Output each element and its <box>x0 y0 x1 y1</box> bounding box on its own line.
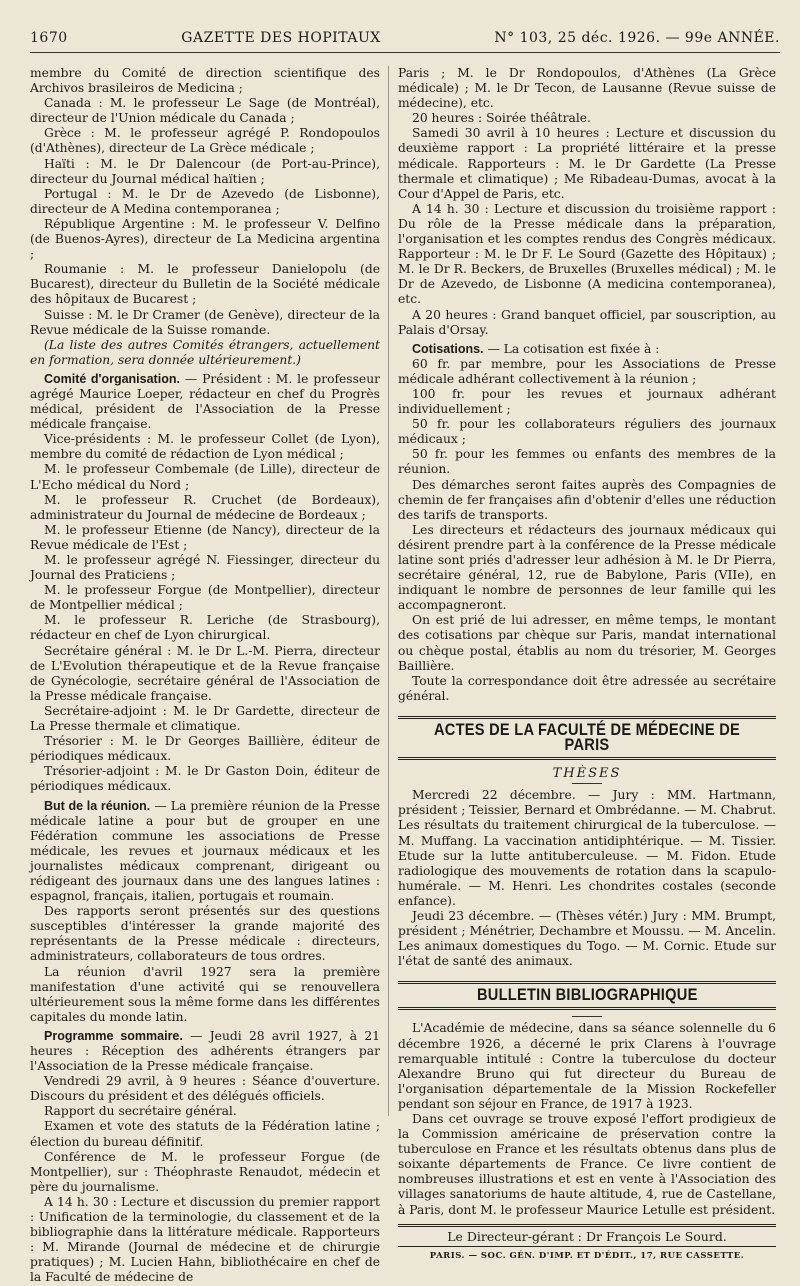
biblio-heading: BULLETIN BIBLIOGRAPHIQUE <box>476 985 698 1005</box>
page-header <box>30 26 780 50</box>
paragraph: Trésorier-adjoint : M. le Dr Gaston Doin, éditeur de périodiques médicaux. <box>30 764 380 794</box>
paragraph: Paris ; M. le Dr Rondopoulos, d'Athènes (La Grèce médicale) ; M. le Dr Tecon, de Lausanne (Revue suisse de médecine), etc. <box>398 66 776 111</box>
paragraph: Des rapports seront présentés sur des questions susceptibles d'intéresser la grande majorité des représentants de la Presse médicale : directeurs, administrateurs, collaborateurs de tous ordres. <box>30 904 380 964</box>
paragraph: Mercredi 22 décembre. — Jury : MM. Hartmann, président ; Teissier, Bernard et Ombrédanne. — M. Chabrut. Les résultats du traitement chirurgical de la tuberculose. — M. Muffang. La vaccination antidiphtérique. — M. Tissier. Etude sur la lutte antituberculeuse. — M. Fidon. Etude radiologique des mouvements de rotation dans la scapulo-humérale. — M. Henri. Les chondrites costales (seconde enfance). <box>398 788 776 908</box>
paragraph: M. le professeur Combemale (de Lille), directeur de L'Echo médical du Nord ; <box>30 462 380 492</box>
paragraph: Jeudi 23 décembre. — (Thèses vétér.) Jury : MM. Brumpt, président ; Ménétrier, Dechambre et Moussu. — M. Ancelin. Les animaux domestiques du Togo. — M. Cornic. Etude sur l'état de santé des animaux. <box>398 908 776 969</box>
paragraph: Rapport du secrétaire général. <box>44 1104 237 1119</box>
paragraph: (La liste des autres Comités étrangers, actuellement en formation, sera donnée ultérieurement.) <box>30 337 380 367</box>
paragraph: M. le professeur R. Cruchet (de Bordeaux), administrateur du Journal de médecine de Bordeaux ; <box>30 492 380 522</box>
paragraph: A 14 h. 30 : Lecture et discussion du troisième rapport : Du rôle de la Presse médicale dans la préparation, l'organisation et les comptes rendus des Congrès médicaux. Rapporteur : M. le Dr F. Le Sourd (Gazette des Hôpitaux) ; M. le Dr R. Beckers, de Bruxelles (Bruxelles médical) ; M. le Dr de Azevedo, de Lisbonne (A medicina contemporanea), etc. <box>398 201 776 307</box>
section-lead: Cotisations. <box>412 341 484 356</box>
paragraph: Haïti : M. le Dr Dalencour (de Port-au-Prince), directeur du Journal médical haïtien ; <box>30 156 380 186</box>
header-rule <box>30 52 780 53</box>
divider <box>572 783 602 784</box>
paragraph: 60 fr. par membre, pour les Associations de Presse médicale adhérant collectivement à la réunion ; <box>398 356 776 386</box>
divider <box>572 1016 602 1017</box>
paragraph: Roumanie : M. le professeur Danielopolu (de Bucarest), directeur du Bulletin de la Société médicale des hôpitaux de Bucarest ; <box>30 262 380 307</box>
section-lead: But de la réunion. <box>44 798 151 813</box>
paragraph: M. le professeur Etienne (de Nancy), directeur de la Revue médicale de l'Est ; <box>30 522 380 552</box>
paragraph: 20 heures : Soirée théâtrale. <box>412 111 591 126</box>
section-comite: Comité d'organisation. — Président : M. le professeur agrégé Maurice Loeper, rédacteur en chef du Progrès médical, président de l'Association de la Presse médicale française. <box>30 371 380 432</box>
journal-title: GAZETTE DES HOPITAUX <box>181 30 381 46</box>
paragraph: Canada : M. le professeur Le Sage (de Montréal), directeur de l'Union médicale du Canada ; <box>30 96 380 126</box>
paragraph: 50 fr. pour les collaborateurs réguliers des journaux médicaux ; <box>398 417 776 447</box>
section-programme: Programme sommaire. — Jeudi 28 avril 1927, à 21 heures : Réception des adhérents étrangers par l'Association de la Presse médicale française. <box>30 1028 380 1074</box>
paragraph: M. le professeur agrégé N. Fiessinger, directeur du Journal des Praticiens ; <box>30 553 380 583</box>
right-column <box>398 66 776 1264</box>
paragraph: On est prié de lui adresser, en même temps, le montant des cotisations par chèque sur Paris, mandat international ou chèque postal, établis au nom du trésorier, M. Georges Baillière. <box>398 613 776 673</box>
paragraph: M. le professeur R. Leriche (de Strasbourg), rédacteur en chef de Lyon chirurgical. <box>30 613 380 643</box>
biblio-heading-box <box>398 981 776 1010</box>
theses-heading: THÈSES <box>552 766 622 782</box>
paragraph: A 14 h. 30 : Lecture et discussion du premier rapport : Unification de la terminologie, du classement et de la bibliographie dans la littérature médicale. Rapporteurs : M. Mirande (Journal de médecine et de chirurgie pratiques) ; M. Lucien Hahn, bibliothécaire en chef de la Faculté de médecine de <box>30 1194 380 1285</box>
paragraph: Secrétaire-adjoint : M. le Dr Gardette, directeur de La Presse thermale et climatique. <box>30 703 380 734</box>
column-divider <box>388 66 389 1116</box>
paragraph: L'Académie de médecine, dans sa séance solennelle du 6 décembre 1926, a décerné le prix Clarens à l'ouvrage remarquable intitulé : Contre la tuberculose du docteur Alexandre Bruno qui fut directeur du Bureau de l'organisation départementale de la Mission Rockefeller pendant son séjour en France, de 1917 à 1923. <box>398 1021 776 1111</box>
imprint-line: PARIS. — SOC. GÉN. D'IMP. ET D'ÉDIT., 17, RUE CASSETTE. <box>429 1250 745 1261</box>
paragraph: Secrétaire général : M. le Dr L.-M. Pierra, directeur de L'Evolution thérapeutique et de la Revue française de Gynécologie, secrétaire général de l'Association de la Presse médicale française. <box>30 643 380 703</box>
paragraph: membre du Comité de direction scientifique des Archivos brasileiros de Medicina ; <box>30 66 380 96</box>
gerant-line: Le Directeur-gérant : Dr François Le Sourd. <box>447 1228 727 1244</box>
paragraph: Dans cet ouvrage se trouve exposé l'effort prodigieux de la Commission américaine de préservation contre la tuberculose en France et les résultats obtenus dans plus de soixante départements de France. Ce livre contient de nombreuses illustrations et est en vente à l'Association des villages sanatoriums de haute altitude, 4, rue de Castellane, à Paris, dont M. le professeur Maurice Letulle est président. <box>398 1112 776 1217</box>
paragraph: 100 fr. pour les revues et journaux adhérant individuellement ; <box>398 386 776 417</box>
paragraph: Trésorier : M. le Dr Georges Baillière, éditeur de périodiques médicaux. <box>30 734 380 764</box>
paragraph: Des démarches seront faites auprès des Compagnies de chemin de fer françaises afin d'obtenir d'elles une réduction des tarifs de transports. <box>398 477 776 522</box>
paragraph: M. le professeur Forgue (de Montpellier), directeur de Montpellier médical ; <box>30 583 380 613</box>
paragraph: Vendredi 29 avril, à 9 heures : Séance d'ouverture. Discours du président et des délégués officiels. <box>30 1074 380 1104</box>
paragraph: Toute la correspondance doit être adressée au secrétaire général. <box>398 673 776 703</box>
paragraph: Vice-présidents : M. le professeur Collet (de Lyon), membre du comité de rédaction de Lyon médical ; <box>30 432 380 462</box>
paragraph: A 20 heures : Grand banquet officiel, par souscription, au Palais d'Orsay. <box>398 307 776 337</box>
paragraph: Les directeurs et rédacteurs des journaux médicaux qui désirent prendre part à la conférence de la Presse médicale latine sont priés d'adresser leur adhésion à M. le Dr Pierra, secrétaire général, 12, rue de Babylone, Paris (VIIe), en indiquant le nombre de personnes de leur famille qui les accompagneront. <box>398 522 776 613</box>
actes-heading: ACTES DE LA FACULTÉ DE MÉDECINE DE PARIS <box>433 719 741 755</box>
section-lead: Programme sommaire. <box>44 1028 183 1043</box>
page-number: 1670 <box>30 30 68 46</box>
paragraph: Samedi 30 avril à 10 heures : Lecture et discussion du deuxième rapport : La propriété littéraire et la presse médicale. Rapporteurs : M. le Dr Gardette (La Presse thermale et climatique) ; Me Ribadeau-Dumas, avocat à la Cour d'Appel de Paris, etc. <box>398 126 776 201</box>
paragraph: Examen et vote des statuts de la Fédération latine ; élection du bureau définitif. <box>30 1119 380 1149</box>
paragraph: Conférence de M. le professeur Forgue (de Montpellier), sur : Théophraste Renaudot, médecin et père du journalisme. <box>30 1149 380 1194</box>
paragraph: République Argentine : M. le professeur V. Delfino (de Buenos-Ayres), directeur de La Medicina argentina ; <box>30 216 380 262</box>
paragraph: La réunion d'avril 1927 sera la première manifestation d'une activité qui se renouvellera ultérieurement sous la même forme dans les différentes capitales du monde latin. <box>30 964 380 1024</box>
gerant-box <box>398 1224 776 1247</box>
paragraph: Portugal : M. le Dr de Azevedo (de Lisbonne), directeur de A Medina contemporanea ; <box>30 186 380 216</box>
issue-info: N° 103, 25 déc. 1926. — 99e ANNÉE. <box>494 30 780 46</box>
section-but: But de la réunion. — La première réunion de la Presse médicale latine a pour but de grouper en une Fédération commune les associations de Presse médicale, les revues et journaux médicaux et les journalistes médicaux comprenant, dirigeant ou rédigeant des journaux dans une des langues latines : espagnol, français, italien, portugais et roumain. <box>30 798 380 904</box>
section-lead: Comité d'organisation. <box>44 371 180 386</box>
left-column <box>30 66 380 1286</box>
paragraph: 50 fr. pour les femmes ou enfants des membres de la réunion. <box>398 447 776 477</box>
paragraph: Suisse : M. le Dr Cramer (de Genève), directeur de la Revue médicale de la Suisse romande. <box>30 307 380 337</box>
actes-heading-box <box>398 716 776 760</box>
paragraph: Grèce : M. le professeur agrégé P. Rondopoulos (d'Athènes), directeur de La Grèce médicale ; <box>30 126 380 156</box>
section-cotisations: Cotisations. — La cotisation est fixée à : <box>412 341 660 356</box>
